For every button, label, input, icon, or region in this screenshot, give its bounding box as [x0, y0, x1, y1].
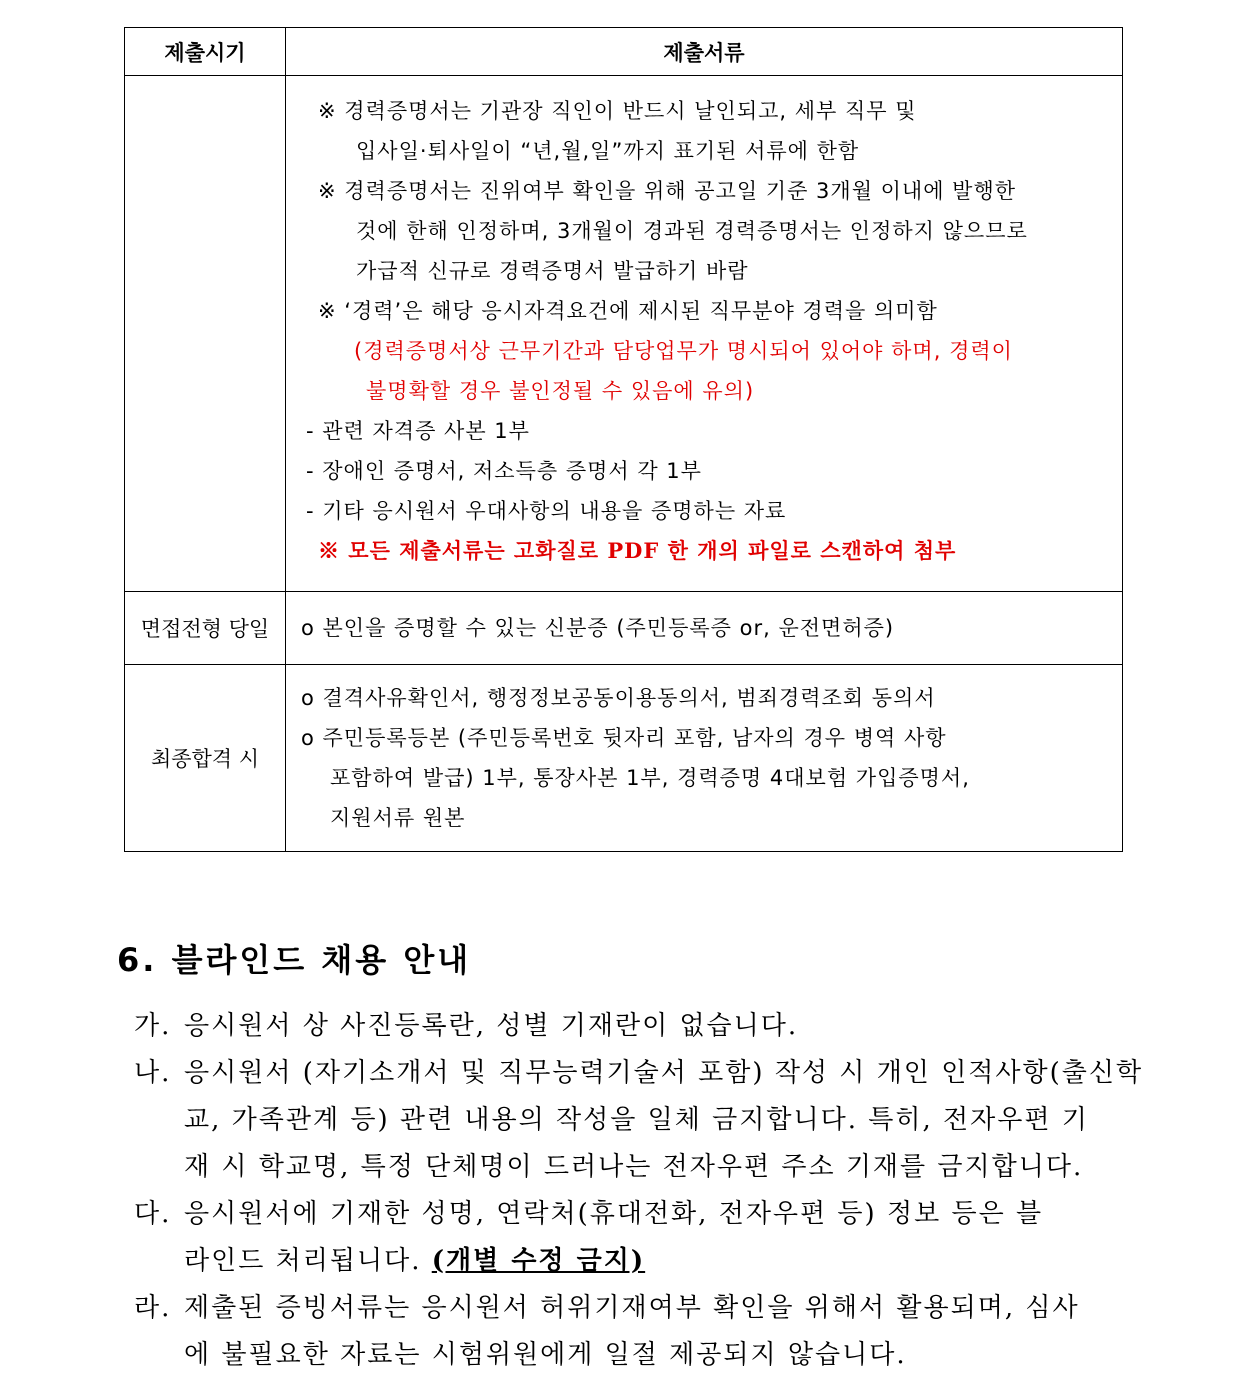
list-item-marker: 가. — [134, 1011, 172, 1041]
interview-docs-text: o 본인을 증명할 수 있는 신분증 (주민등록증 or, 운전면허증) — [301, 616, 895, 640]
list-item-line — [134, 1191, 1124, 1238]
interview-docs-cell — [286, 592, 1123, 665]
table-row-final — [125, 665, 1123, 852]
list-item-line — [134, 1003, 1124, 1050]
blind-hiring-list — [134, 1003, 1144, 1379]
list-item-text: 제출된 증빙서류는 응시원서 허위기재여부 확인을 위해서 활용되며, 심사 — [184, 1293, 1080, 1323]
list-item-line — [134, 1050, 1144, 1097]
docs-note-line: (경력증명서상 근무기간과 담당업무가 명시되어 있어야 하며, 경력이 — [354, 339, 1013, 363]
docs-note-line: - 관련 자격증 사본 1부 — [306, 419, 530, 443]
header-submission-time: 제출시기 — [125, 28, 286, 76]
final-label: 최종합격 시 — [125, 665, 286, 852]
final-doc-line: 지원서류 원본 — [330, 806, 466, 830]
list-item-line — [134, 1332, 1124, 1379]
docs-note-line: - 기타 응시원서 우대사항의 내용을 증명하는 자료 — [306, 499, 787, 523]
header-submission-docs: 제출서류 — [286, 28, 1123, 76]
section-title: 6. 블라인드 채용 안내 — [117, 941, 472, 979]
final-docs-cell — [286, 665, 1123, 852]
list-item-text: 라인드 처리됩니다. — [184, 1246, 422, 1276]
docs-note-line: 가급적 신규로 경력증명서 발급하기 바람 — [356, 259, 749, 283]
final-doc-line: 포함하여 발급) 1부, 통장사본 1부, 경력증명 4대보험 가입증명서, — [330, 766, 970, 790]
docs-note-line: 불명확할 경우 불인정될 수 있음에 유의) — [366, 379, 755, 403]
list-item-text: 응시원서 (자기소개서 및 직무능력기술서 포함) 작성 시 개인 인적사항(출신학 — [184, 1058, 1144, 1088]
list-item-line — [134, 1144, 1124, 1191]
submission-table — [124, 27, 1123, 852]
list-item-text: 응시원서 상 사진등록란, 성별 기재란이 없습니다. — [184, 1011, 799, 1041]
list-item-line — [134, 1285, 1124, 1332]
list-item-marker: 나. — [134, 1058, 172, 1088]
docs-note-line: ※ ‘경력’은 해당 응시자격요건에 제시된 직무분야 경력을 의미함 — [318, 299, 938, 323]
list-item-line — [134, 1097, 1124, 1144]
docs-time-cell — [125, 76, 286, 592]
table-header-row — [125, 28, 1123, 76]
emphasis-text: (개별 수정 금지) — [431, 1246, 646, 1276]
docs-notes-cell — [286, 76, 1123, 592]
table-row-docs — [125, 76, 1123, 592]
docs-note-line: ※ 모든 제출서류는 고화질로 PDF 한 개의 파일로 스캔하여 첨부 — [318, 538, 957, 563]
docs-note-line: 것에 한해 인정하며, 3개월이 경과된 경력증명서는 인정하지 않으므로 — [356, 219, 1028, 243]
list-item-text: 교, 가족관계 등) 관련 내용의 작성을 일체 금지합니다. 특히, 전자우편 기 — [184, 1105, 1089, 1135]
final-doc-line: o 주민등록등본 (주민등록번호 뒷자리 포함, 남자의 경우 병역 사항 — [301, 726, 947, 750]
list-item-text: 에 불필요한 자료는 시험위원에게 일절 제공되지 않습니다. — [184, 1340, 907, 1370]
final-doc-line: o 결격사유확인서, 행정정보공동이용동의서, 범죄경력조회 동의서 — [301, 686, 936, 710]
docs-note-line: ※ 경력증명서는 기관장 직인이 반드시 날인되고, 세부 직무 및 — [318, 99, 917, 123]
docs-note-line: ※ 경력증명서는 진위여부 확인을 위해 공고일 기준 3개월 이내에 발행한 — [318, 179, 1017, 203]
list-item-line — [134, 1238, 1124, 1285]
list-item-text: 응시원서에 기재한 성명, 연락처(휴대전화, 전자우편 등) 정보 등은 블 — [184, 1199, 1044, 1229]
list-item-text: 재 시 학교명, 특정 단체명이 드러나는 전자우편 주소 기재를 금지합니다. — [184, 1152, 1084, 1182]
interview-label: 면접전형 당일 — [125, 592, 286, 665]
table-row-interview — [125, 592, 1123, 665]
list-item-marker: 다. — [134, 1199, 172, 1229]
list-item-marker: 라. — [134, 1293, 172, 1323]
docs-note-line: 입사일·퇴사일이 “년,월,일”까지 표기된 서류에 한함 — [356, 139, 860, 163]
docs-note-line: - 장애인 증명서, 저소득층 증명서 각 1부 — [306, 459, 702, 483]
